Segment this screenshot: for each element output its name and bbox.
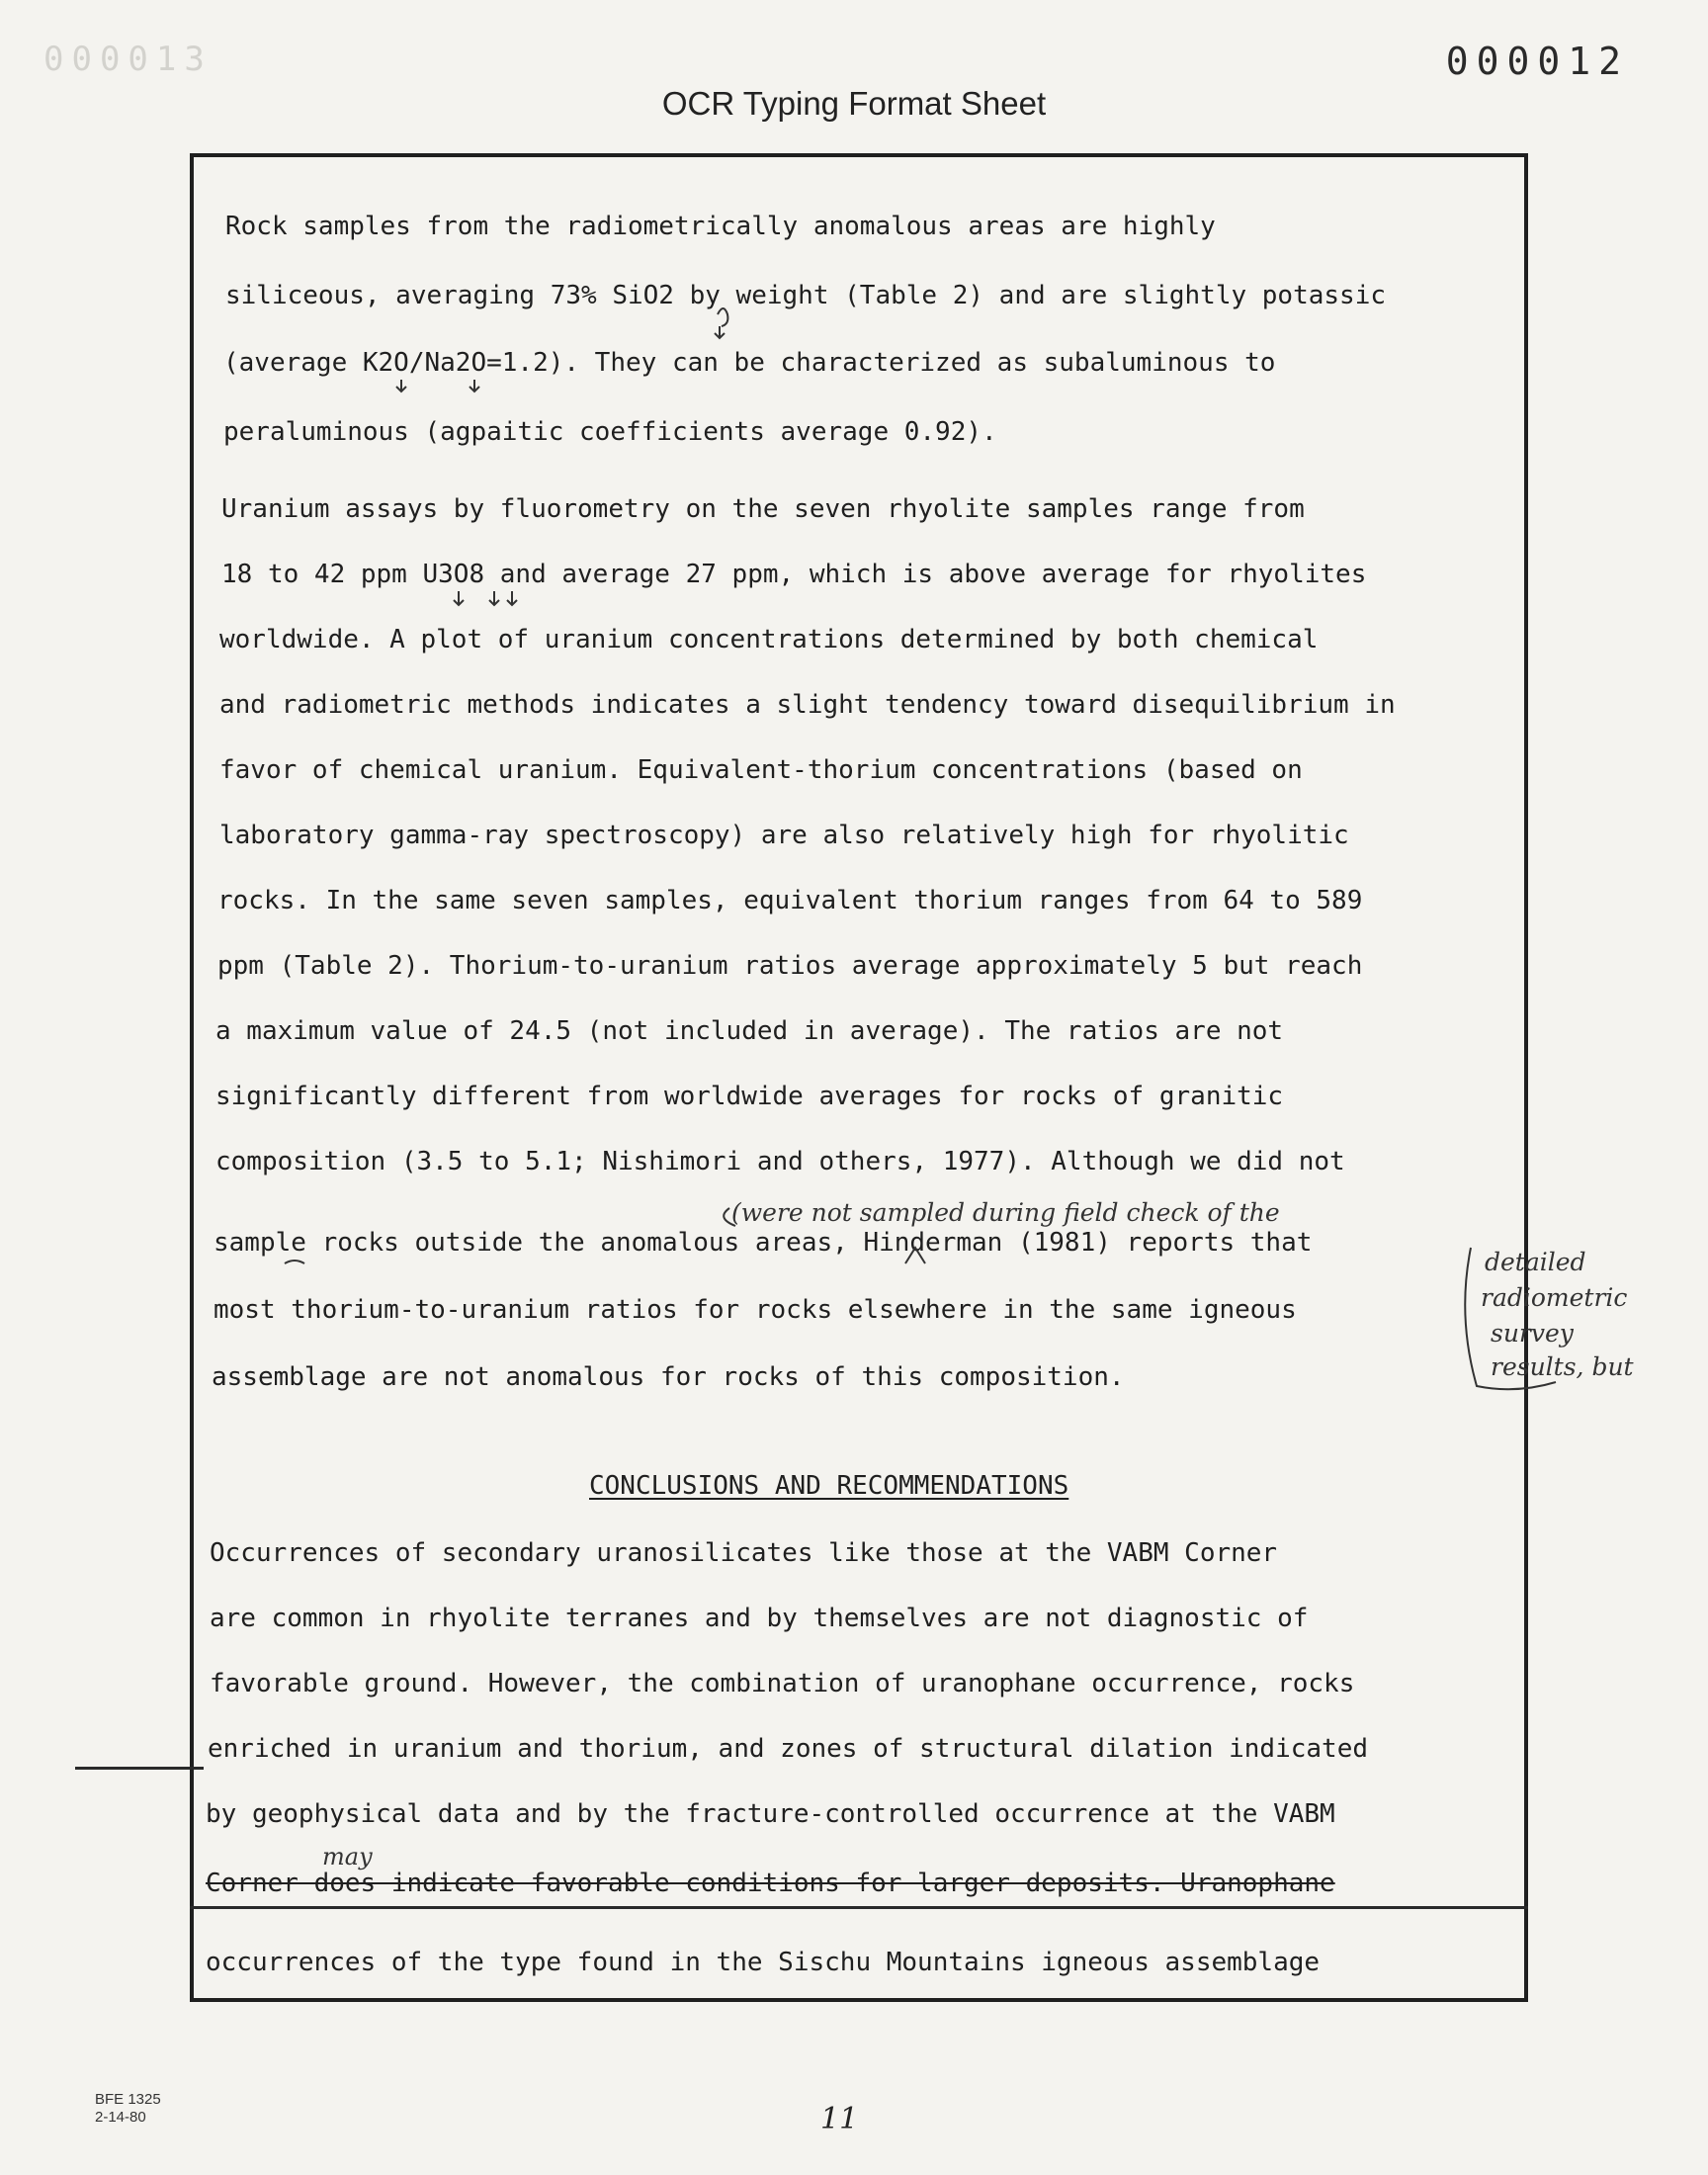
text-line: (average K2O/Na2O=1.2). They can be characterized as subaluminous to [223, 348, 1276, 378]
sheet-title: OCR Typing Format Sheet [661, 85, 1047, 122]
handwritten-margin-note: survey [1491, 1319, 1574, 1348]
text-line: laboratory gamma-ray spectroscopy) are also relatively high for rhyolitic [219, 821, 1349, 850]
text-line: sample rocks outside the anomalous areas, Hinderman (1981) reports that [214, 1228, 1313, 1258]
text-line: favorable ground. However, the combination of uranophane occurrence, rocks [210, 1669, 1355, 1698]
bleed-through-number: 000013 [43, 40, 213, 79]
text-line: assemblage are not anomalous for rocks of this composition. [212, 1362, 1125, 1392]
text-line: peraluminous (agpaitic coefficients average 0.92). [223, 417, 997, 447]
handwritten-margin-note: detailed [1485, 1248, 1586, 1276]
text-line: enriched in uranium and thorium, and zones of structural dilation indicated [208, 1734, 1368, 1764]
text-line: worldwide. A plot of uranium concentrations determined by both chemical [219, 625, 1319, 654]
text-line: 18 to 42 ppm U3O8 and average 27 ppm, which is above average for rhyolites [221, 560, 1367, 589]
text-line: by geophysical data and by the fracture-controlled occurrence at the VABM [206, 1799, 1335, 1829]
text-line: composition (3.5 to 5.1; Nishimori and others, 1977). Although we did not [215, 1147, 1345, 1176]
handwritten-margin-note: radiometric [1481, 1283, 1628, 1312]
text-line: and radiometric methods indicates a slight tendency toward disequilibrium in [219, 690, 1396, 720]
form-code-line: BFE 1325 [95, 2091, 161, 2108]
text-line: siliceous, averaging 73% SiO2 by weight (Table 2) and are slightly potassic [225, 281, 1386, 310]
text-line: are common in rhyolite terranes and by themselves are not diagnostic of [210, 1604, 1309, 1633]
section-heading: CONCLUSIONS AND RECOMMENDATIONS [589, 1471, 1069, 1501]
form-code-line: 2-14-80 [95, 2109, 146, 2126]
page-number: 11 [820, 2102, 859, 2136]
text-line: significantly different from worldwide averages for rocks of granitic [215, 1082, 1284, 1111]
text-line: a maximum value of 24.5 (not included in average). The ratios are not [215, 1016, 1284, 1046]
text-line: favor of chemical uranium. Equivalent-thorium concentrations (based on [219, 755, 1303, 785]
text-line: Occurrences of secondary uranosilicates like those at the VABM Corner [210, 1538, 1278, 1568]
handwritten-insertion: (were not sampled during field check of the [731, 1198, 1280, 1227]
text-line: rocks. In the same seven samples, equivalent thorium ranges from 64 to 589 [217, 886, 1363, 915]
text-line: most thorium-to-uranium ratios for rocks elsewhere in the same igneous [214, 1295, 1297, 1325]
text-line: Rock samples from the radiometrically anomalous areas are highly [225, 212, 1216, 241]
text-line: occurrences of the type found in the Sischu Mountains igneous assemblage [206, 1948, 1321, 1977]
struck-text-line: Corner does indicate favorable conditions for larger deposits. Uranophane [206, 1869, 1335, 1898]
document-number: 000012 [1445, 40, 1629, 83]
form-code [95, 2091, 161, 2127]
handwritten-margin-note: results, but [1491, 1352, 1634, 1381]
text-line: Uranium assays by fluorometry on the seven rhyolite samples range from [221, 494, 1305, 524]
handwritten-correction: may [322, 1843, 373, 1870]
text-line: ppm (Table 2). Thorium-to-uranium ratios average approximately 5 but reach [217, 951, 1363, 981]
